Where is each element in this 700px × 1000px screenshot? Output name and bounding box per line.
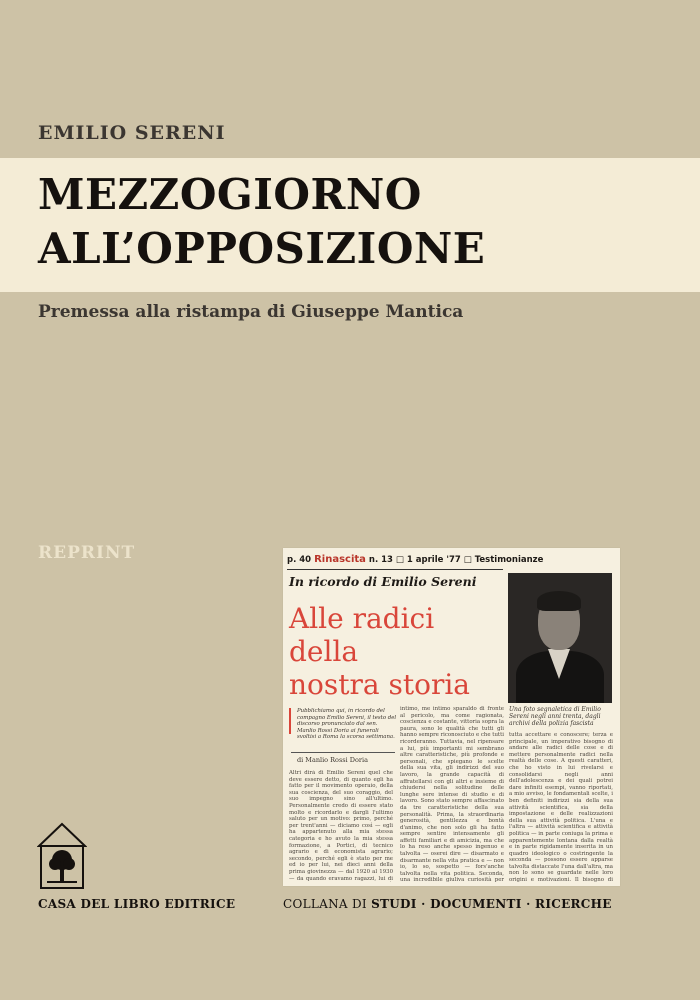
clipping-headline-line-2: della	[289, 635, 359, 668]
article-column-2: intimo, me intimo sparaldo di fronte al pericolo, ma come ragionata, coscienza e costante, vittoria sopra la paura, sono le qualità che tutti gli hanno sempre riconosciuto e che tutti ricorderanno. Tuttavia, nel ripensare a lui, più importanti mi sembrano altre caratteristiche, più profonde e personali, che spiegano le scelte della sua vita, gli indirizzi del suo lavoro, la grande capacità di affratellarsi con gli altri e insieme di chiudersi nella solitudine delle lunghe sere intense di studio e di lavoro. Sono stato sempre affascinato da tre caratteristiche della sua personalità. Prima, la straordinaria generosità, gentilezza e bontà d'animo, che non solo gli ha fatto sempre sentire intensamente gli affetti familiari e di amicizia, ma che lo ha reso anche spesso ingenuo e talvolta — oserei dire — disarmato e disarmante nella vita pratica e — non io, lo so, sospetto — fors'anche talvolta nella vita politica. Seconda, una incredibile giuliva curiosità per	[400, 706, 504, 882]
article-column-3: tutta accettare e conoscere; terza e principale, un imperativo bisogno di andare alle radici delle cose e di mettere personalmente radici nella realtà delle cose. A questi caratteri, che ho visto in lui rivelarsi e consolidarsi negli anni dell'adolescenza e dei quali potrei dare infiniti esempi, vanno riportati, a mio avviso, le fondamentali scelte, i ben definiti indirizzi sia della sua attività scientifica, sia della impostazione e delle realizzazioni della sua attività politica. L'una e l'altra — attività scientifica e attività politica — in parte coniuga la prima e apparentemente lontana dalla realtà e in parte rigidamente inserita in un quadro ideologico o costringente la seconda — possono essere apparse talvolta distaccate l'una dall'altra, ma non lo sono se guardate nelle loro origini e motivazioni. Il bisogno di	[509, 732, 613, 882]
clipping-headline-line-1: Alle radici	[289, 602, 435, 635]
title-band	[0, 158, 700, 292]
article-column-1: Altri dirà di Emilio Sereni quel che deve essere detto, di quanto egli ha fatto per il movimento operaio, della sua coscienza, del suo coraggio, del suo impegno sino all'ultimo. Personalmente credo di essere stato molto e ricordarlo e dargli l'ultimo saluto per un motivo: primo, perché per trent'anni — diciamo così — egli ha appartenuto alla mia stessa categoria e ho avuto la mia stessa formazione, a Portici, di tecnico agrario e di economista agrario; secondo, perché egli è stato per me ed io per lui, nei dieci anni della prima giovinezza — dal 1920 al 1930 — da quando eravamo ragazzi, lui di	[289, 770, 393, 882]
clipping-intro: Pubblichiamo qui, in ricordo del compagno Emilio Sereni, il testo del discorso pronunciato dal sen. Manlio Rossi Doria ai funerali svoltisi a Roma la scorsa settimana.	[297, 708, 397, 741]
clipping-magazine: Rinascita	[314, 554, 366, 565]
clipping-headline	[289, 602, 470, 701]
clipping-header-rule	[287, 569, 503, 570]
clipping-header	[287, 554, 543, 565]
publisher-tree-house-icon	[37, 822, 87, 890]
book-subtitle: Premessa alla ristampa di Giuseppe Mantica	[38, 302, 464, 322]
author-name: EMILIO SERENI	[38, 122, 226, 144]
series-prefix: COLLANA DI	[283, 897, 367, 911]
clipping-byline: di Manlio Rossi Doria	[297, 756, 368, 764]
clipping-page: p. 40	[287, 555, 312, 565]
reprint-label: REPRINT	[38, 543, 136, 563]
book-title-line-2: ALL’OPPOSIZIONE	[38, 224, 486, 273]
newspaper-clipping	[283, 548, 620, 886]
book-title	[38, 168, 485, 276]
byline-rule	[291, 752, 395, 753]
intro-accent-bar	[289, 708, 291, 734]
publisher-name: CASA DEL LIBRO EDITRICE	[38, 897, 236, 911]
book-title-line-1: MEZZOGIORNO	[38, 170, 422, 219]
clipping-headline-line-3: nostra storia	[289, 668, 471, 701]
photo-caption: Una foto segnaletica di Emilio Sereni negli anni trenta, dagli archivi della polizia fascista	[509, 706, 601, 727]
series-main: STUDI · DOCUMENTI · RICERCHE	[371, 897, 612, 911]
clipping-in-memory: In ricordo di Emilio Sereni	[289, 574, 477, 589]
portrait-photo	[508, 573, 612, 703]
clipping-issue: n. 13 □ 1 aprile '77 □ Testimonianze	[368, 555, 544, 565]
series-name	[283, 897, 612, 911]
portrait-hair	[537, 591, 581, 611]
